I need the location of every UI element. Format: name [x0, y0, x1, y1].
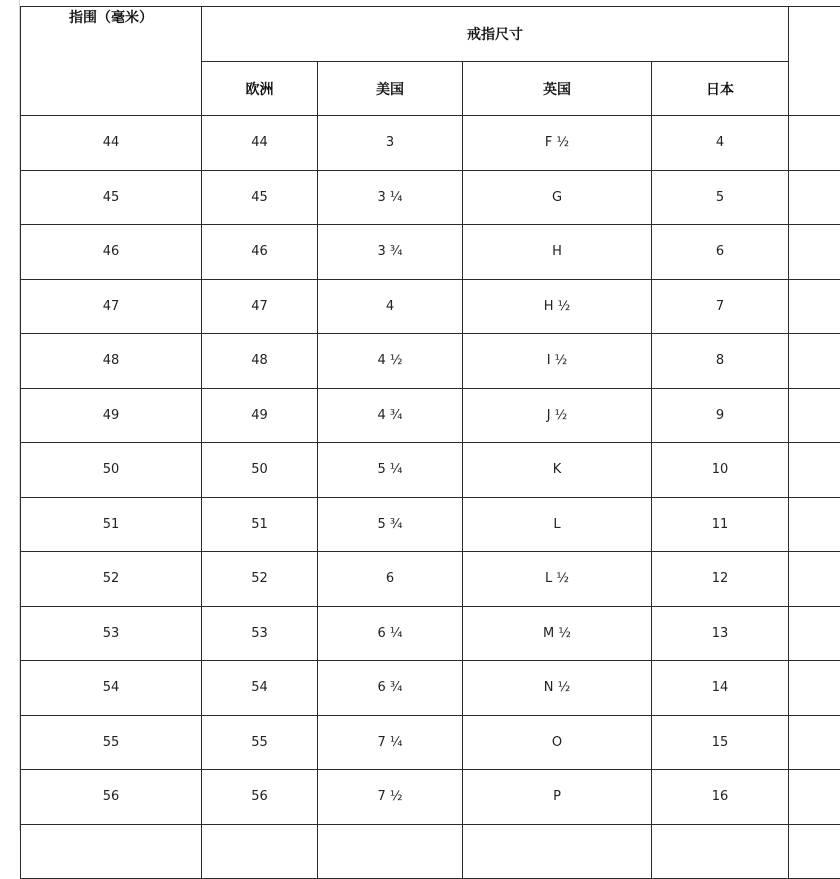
cell-europe: 51 [202, 497, 318, 552]
cell-usa: 4 ¾ [318, 388, 463, 443]
cell-japan: 14 [652, 661, 789, 716]
cell-uk: N ½ [463, 661, 652, 716]
cell-usa: 3 [318, 116, 463, 171]
cell-europe: 53 [202, 606, 318, 661]
cell-extra-column [789, 715, 840, 770]
table-row [21, 715, 840, 770]
cell-japan: 11 [652, 497, 789, 552]
cell-circumference: 49 [21, 388, 202, 443]
header-usa: 美国 [318, 62, 463, 116]
cell-uk: H ½ [463, 279, 652, 334]
cell-partial [789, 824, 840, 879]
cell-japan: 6 [652, 225, 789, 280]
cell-japan: 10 [652, 443, 789, 498]
table-row [21, 606, 840, 661]
cell-usa: 3 ¼ [318, 170, 463, 225]
cell-circumference: 45 [21, 170, 202, 225]
cell-europe: 47 [202, 279, 318, 334]
cell-japan: 8 [652, 334, 789, 389]
cell-usa: 5 ¼ [318, 443, 463, 498]
cell-extra-column [789, 770, 840, 825]
cell-europe: 56 [202, 770, 318, 825]
cell-europe: 48 [202, 334, 318, 389]
cell-europe: 55 [202, 715, 318, 770]
cell-circumference: 54 [21, 661, 202, 716]
header-finger-circumference: 指围（毫米） [21, 7, 202, 116]
cell-europe: 44 [202, 116, 318, 171]
cell-extra-column [789, 606, 840, 661]
ring-size-table [20, 6, 840, 879]
cell-extra-column [789, 497, 840, 552]
cell-circumference: 51 [21, 497, 202, 552]
cell-europe: 50 [202, 443, 318, 498]
table-row [21, 388, 840, 443]
cell-usa: 6 ¾ [318, 661, 463, 716]
cell-usa: 4 [318, 279, 463, 334]
cell-japan: 16 [652, 770, 789, 825]
table-row [21, 497, 840, 552]
cell-uk: H [463, 225, 652, 280]
cell-circumference: 47 [21, 279, 202, 334]
header-extra-column [789, 7, 840, 116]
cell-usa: 7 ¼ [318, 715, 463, 770]
table-row [21, 552, 840, 607]
cell-uk: J ½ [463, 388, 652, 443]
cell-japan: 12 [652, 552, 789, 607]
table-row [21, 225, 840, 280]
cell-partial [202, 824, 318, 879]
table-row [21, 443, 840, 498]
cell-europe: 52 [202, 552, 318, 607]
header-ring-size: 戒指尺寸 [202, 7, 789, 62]
table-header-row [21, 7, 840, 62]
cell-japan: 15 [652, 715, 789, 770]
table-row-partial [21, 824, 840, 879]
cell-uk: L [463, 497, 652, 552]
cell-extra-column [789, 116, 840, 171]
cell-japan: 9 [652, 388, 789, 443]
cell-extra-column [789, 552, 840, 607]
cell-circumference: 46 [21, 225, 202, 280]
cell-europe: 45 [202, 170, 318, 225]
cell-japan: 7 [652, 279, 789, 334]
cell-partial [21, 824, 202, 879]
cell-circumference: 53 [21, 606, 202, 661]
cell-partial [652, 824, 789, 879]
cell-extra-column [789, 279, 840, 334]
cell-extra-column [789, 170, 840, 225]
cell-circumference: 52 [21, 552, 202, 607]
cell-extra-column [789, 443, 840, 498]
table-row [21, 770, 840, 825]
table-body [21, 116, 840, 879]
cell-japan: 13 [652, 606, 789, 661]
cell-uk: M ½ [463, 606, 652, 661]
table-row [21, 170, 840, 225]
cell-circumference: 55 [21, 715, 202, 770]
cell-japan: 5 [652, 170, 789, 225]
cell-europe: 54 [202, 661, 318, 716]
header-japan: 日本 [652, 62, 789, 116]
cell-uk: K [463, 443, 652, 498]
cell-extra-column [789, 334, 840, 389]
header-uk: 英国 [463, 62, 652, 116]
cell-uk: L ½ [463, 552, 652, 607]
table-row [21, 334, 840, 389]
cell-uk: F ½ [463, 116, 652, 171]
table-row [21, 116, 840, 171]
cell-europe: 49 [202, 388, 318, 443]
cell-usa: 6 [318, 552, 463, 607]
cell-usa: 3 ¾ [318, 225, 463, 280]
table-row [21, 279, 840, 334]
cell-uk: I ½ [463, 334, 652, 389]
cell-usa: 6 ¼ [318, 606, 463, 661]
cell-circumference: 50 [21, 443, 202, 498]
cell-partial [318, 824, 463, 879]
cell-uk: G [463, 170, 652, 225]
cell-circumference: 44 [21, 116, 202, 171]
cell-japan: 4 [652, 116, 789, 171]
cell-circumference: 56 [21, 770, 202, 825]
cell-uk: O [463, 715, 652, 770]
cell-usa: 4 ½ [318, 334, 463, 389]
cell-partial [463, 824, 652, 879]
cell-usa: 5 ¾ [318, 497, 463, 552]
cell-extra-column [789, 661, 840, 716]
table-row [21, 661, 840, 716]
cell-uk: P [463, 770, 652, 825]
cell-circumference: 48 [21, 334, 202, 389]
cell-extra-column [789, 225, 840, 280]
cell-usa: 7 ½ [318, 770, 463, 825]
cell-extra-column [789, 388, 840, 443]
cell-europe: 46 [202, 225, 318, 280]
header-europe: 欧洲 [202, 62, 318, 116]
